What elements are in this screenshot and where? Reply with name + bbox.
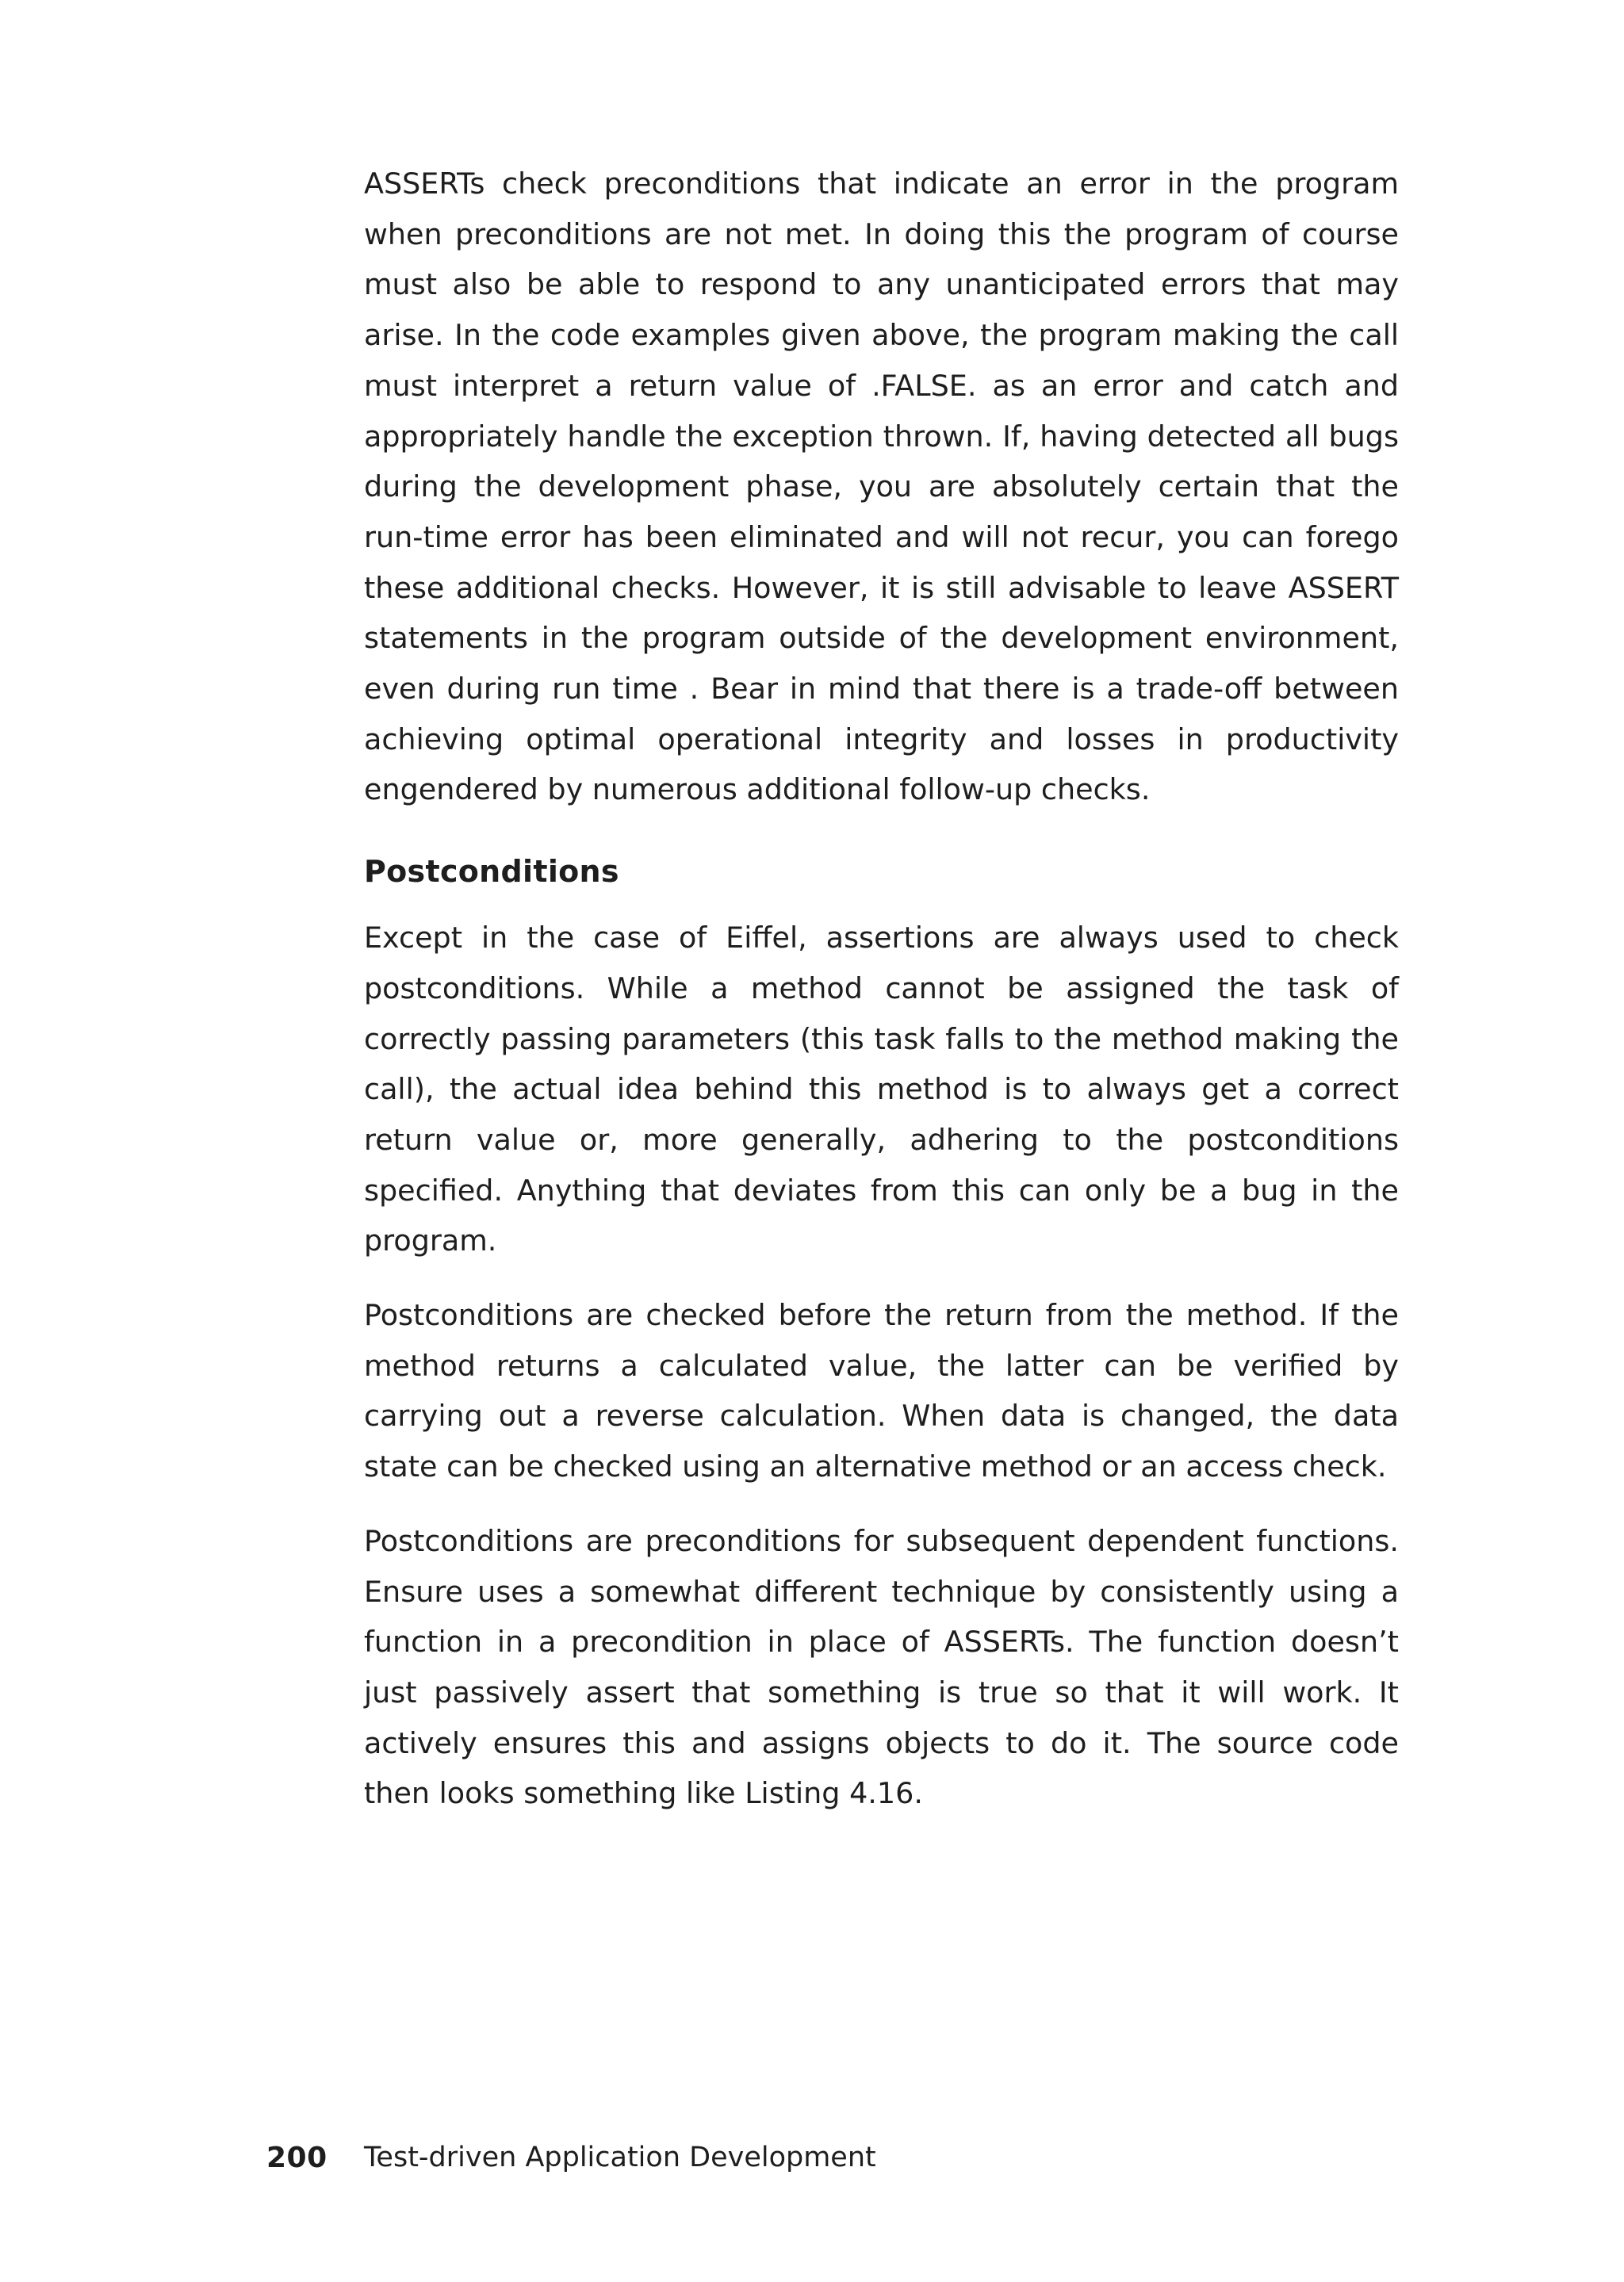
paragraph-postconditions-checked: Postconditions are checked before the return from the method. If the method returns a calculated value, the latter can be verified by carrying out a reverse calculation. When data is changed, the data state can be checked using an alternative method or an access check. (364, 1298, 1399, 1484)
section-heading-postconditions: Postconditions (364, 854, 619, 890)
paragraph-asserts-preconditions: ASSERTs check preconditions that indicate an error in the program when preconditions are not met. In doing this the program of course must also be able to respond to any unanticipated errors that may arise. In the code examples given above, the program making the call must interpret a return value of .FALSE. as an error and catch and appropriately handle the exception thrown. If, having detected all bugs during the development phase, you are absolutely certain that the run-time error has been eliminated and will not recur, you can forego these additional checks. However, it is still advisable to leave ASSERT statements in the program outside of the development environment, even during run time . Bear in mind that there is a trade-off between achieving optimal operational integrity and losses in productivity engendered by numerous additional follow-up checks. (364, 167, 1399, 807)
paragraph-eiffel-assertions: Except in the case of Eiffel, assertions are always used to check postconditions. While a method cannot be assigned the task of correctly passing parameters (this task falls to the method making the call), the actual idea behind this method is to always get a correct return value or, more generally, adhering to the postconditions specified. Anything that deviates from this can only be a bug in the program. (364, 921, 1399, 1258)
paragraph-postconditions-preconditions: Postconditions are preconditions for subsequent dependent functions. Ensure uses a somewhat different technique by consistently using a function in a precondition in place of ASSERTs. The function doesn’t just passively assert that something is true so that it will work. It actively ensures this and assigns objects to do it. The source code then looks something like Listing 4.16. (364, 1523, 1399, 1811)
running-title: Test-driven Application Development (364, 2142, 876, 2173)
page-footer (266, 2137, 876, 2178)
page-number: 200 (266, 2141, 327, 2174)
page-content (364, 159, 1399, 1843)
